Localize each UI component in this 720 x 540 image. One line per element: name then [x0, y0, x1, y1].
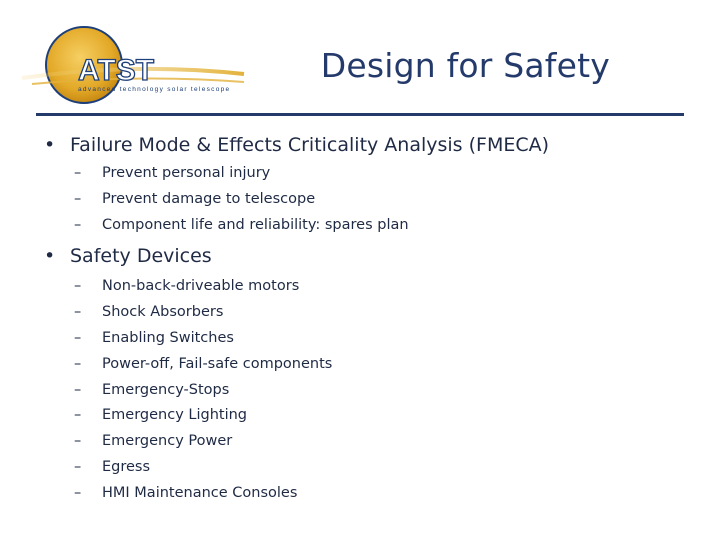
sub-item-text: Enabling Switches [102, 330, 234, 346]
sub-item: – Prevent personal injury [74, 165, 271, 181]
logo-tagline: advanced technology solar telescope [78, 86, 231, 93]
bullet-dot: • [44, 134, 56, 156]
logo-wordmark: ATST [78, 54, 155, 87]
bullet-safety-devices [44, 245, 212, 267]
sub-item: – Shock Absorbers [74, 304, 224, 320]
sub-item: – Non-back-driveable motors [74, 278, 300, 294]
bullet-dot: • [44, 245, 56, 267]
sub-item-text: Shock Absorbers [102, 304, 224, 320]
sub-item: – Emergency Lighting [74, 407, 247, 423]
sub-item-text: Emergency-Stops [102, 382, 230, 398]
sub-item: – Prevent damage to telescope [74, 191, 316, 207]
sub-item-text: Emergency Lighting [102, 407, 247, 423]
sub-item: – Emergency Power [74, 433, 233, 449]
sub-item: – Enabling Switches [74, 330, 234, 346]
sub-item-text: Prevent personal injury [102, 165, 271, 181]
slide-title: Design for Safety [320, 46, 610, 85]
atst-logo [22, 22, 252, 108]
title-divider [36, 113, 684, 116]
sub-item-text: Component life and reliability: spares plan [102, 217, 409, 233]
sub-item: – Power-off, Fail-safe components [74, 356, 333, 372]
sub-item-text: HMI Maintenance Consoles [102, 485, 298, 501]
sub-item: – HMI Maintenance Consoles [74, 485, 298, 501]
sub-item: – Egress [74, 459, 151, 475]
sub-item: – Emergency-Stops [74, 382, 230, 398]
sub-item-text: Non-back-driveable motors [102, 278, 300, 294]
sub-item-text: Prevent damage to telescope [102, 191, 316, 207]
sub-item-text: Emergency Power [102, 433, 233, 449]
sub-item-text: Egress [102, 459, 151, 475]
sub-item-text: Power-off, Fail-safe components [102, 356, 333, 372]
bullet-text: Safety Devices [70, 245, 212, 267]
bullet-text: Failure Mode & Effects Criticality Analysis (FMECA) [70, 134, 550, 156]
bullet-fmeca [44, 134, 549, 156]
sub-item: – Component life and reliability: spares plan [74, 217, 409, 233]
